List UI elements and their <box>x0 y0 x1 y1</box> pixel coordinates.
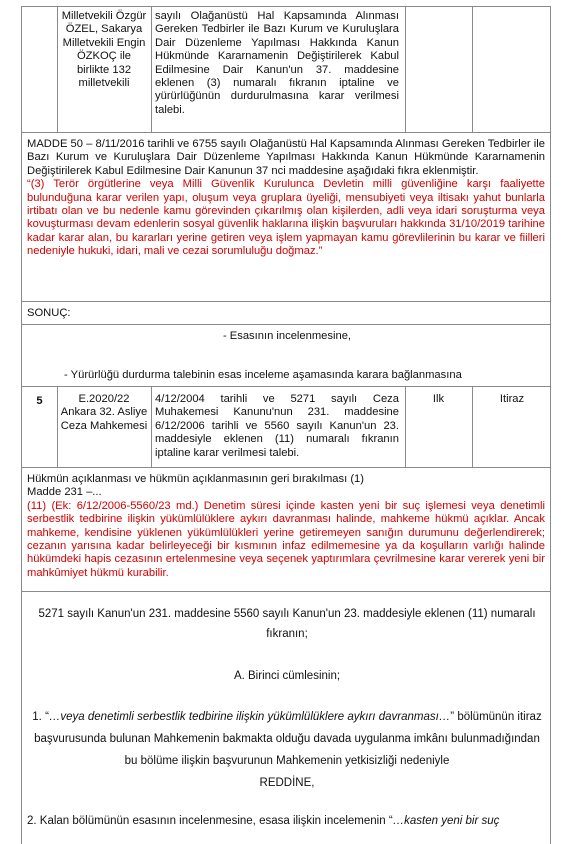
law-quote-1: “(3) Terör örgütlerine veya Milli Güvenlik Kurulunca Devletin milli güvenliğine karşı faaliyette bulunduğuna karar verilen yapı, oluşum veya gruplara üyeliği, mensubiyeti veya iltisakı yahut bunlarla irtibatı olan ve bu nedenle kamu görevinden çıkarılmış olan kişilerden, adli veya idari soruşturma veya kovuşturması devam edenlerin sosyal güvenlik haklarına ilişkin başvuruları hakkında 31/10/2019 tarihine kadar karar alan, bu kararları yerine getiren veya işlem yapmayan kamu görevlilerinin bu karar ve fiilleri nedeniyle hukuki, idari, mali ve cezai sorumluluğu doğmaz.” <box>27 178 545 258</box>
law-intro-1: MADDE 50 – 8/11/2016 tarihli ve 6755 sayılı Olağanüstü Hal Kapsamında Alınması Gereken Tedbirler ile Bazı Kurum ve Kuruluşlara Dair Düzenleme Yapılması Hakkında Kanun Hükmünde Kararnamenin Değiştirilerek Kabul Edilmesine Dair Kanunun 37 nci maddesine aşağıdaki fıkra eklenmiştir. <box>27 138 545 177</box>
law-heading-2: Hükmün açıklanması ve hükmün açıklanmasının geri bırakılması (1) <box>27 473 365 485</box>
case-stage: Ilk <box>432 393 445 405</box>
result-box <box>21 301 551 387</box>
decision-part-a: A. Birinci cümlesinin; <box>233 670 341 682</box>
decision-item-2: 2. Kalan bölümünün esasının incelenmesine, esasa ilişkin incelemenin “…kasten yeni bir suç <box>27 815 500 827</box>
case-row-top <box>21 6 551 133</box>
law-quote-2: (11) (Ek: 6/12/2006-5560/23 md.) Denetim süresi içinde kasten yeni bir suç işlemesi veya denetimli serbestlik tedbirine ilişkin yükümlülüklere aykırı davranması halinde, mahkeme hükmü açıklar. Ancak mahkeme, kendisine yüklenen yükümlülükleri yerine getiremeyen sanığın durumunu değerlendirerek; cezanın yarısına kadar belirleyeceği bir kısmının infaz edilmemesine ya da koşulların varlığı halinde hükümdeki hapis cezasının ertelenmesine veya seçenek yaptırımlara çevrilmesine karar vererek yeni bir mahkûmiyet hükmü kurabilir. <box>27 499 545 579</box>
col-subject <box>151 7 152 132</box>
col-number <box>57 7 58 132</box>
result-divider <box>22 324 550 325</box>
case-row-5 <box>21 386 551 468</box>
col-type <box>472 7 473 132</box>
decision-intro: 5271 sayılı Kanun'un 231. maddesine 5560 sayılı Kanun'un 23. maddesiyle eklenen (11) numaralı fıkranın; <box>38 608 536 640</box>
case-subject: 4/12/2004 tarihli ve 5271 sayılı Ceza Muhakemesi Kanunu'nun 231. maddesine 6/12/2006 tarihli ve 5560 sayılı Kanun'un 23. maddesiyle eklenen (11) numaralı fıkranın iptaline karar verilmesi talebi. <box>155 393 399 459</box>
law-text-box-1 <box>21 132 551 302</box>
decision-item-1: 1. “…veya denetimli serbestlik tedbirine ilişkin yükümlülüklere aykırı davranması…” bölümünün itiraz başvurusunda bulunan Mahkemenin bakmakta olduğu davada uygulanma imkânı bulunmadığından bu bölüme ilişkin başvurunun Mahkemenin yetkisizliği nedeniyle <box>32 711 542 767</box>
law-text-box-2 <box>21 467 551 592</box>
applicant-cell <box>60 10 148 90</box>
law-article-2: Madde 231 –... <box>27 486 102 499</box>
result-line-1: - Esasının incelenmesine, <box>222 330 352 342</box>
applicant-text: Milletvekili Özgür ÖZEL, Sakarya Milletvekili Engin ÖZKOÇ ile birlikte 132 milletvekili <box>61 10 147 90</box>
col-stage <box>405 7 406 132</box>
case-number: 5 <box>36 395 43 407</box>
case-type: Itiraz <box>499 393 525 405</box>
decision-box <box>21 591 551 844</box>
result-heading: SONUÇ: <box>27 307 71 319</box>
subject-text: sayılı Olağanüstü Hal Kapsamında Alınması Gereken Tedbirler ile Bazı Kurum ve Kuruluşlara Dair Düzenleme Yapılması Hakkında Kanun Hükmünde Kararnamenin Değiştirilerek Kabul Edilmesine Dair Kanun'un 37. maddesine eklenen (3) numaralı fıkranın iptaline ve yürürlüğünün durdurulmasına karar verilmesi talebi. <box>155 10 399 116</box>
decision-reject: REDDİNE, <box>259 777 315 789</box>
result-line-2: - Yürürlüğü durdurma talebinin esas inceleme aşamasında karara bağlanmasına <box>64 369 462 381</box>
subject-cell <box>155 10 399 117</box>
court-cell: E.2020/22 Ankara 32. Asliye Ceza Mahkemesi <box>60 393 148 432</box>
